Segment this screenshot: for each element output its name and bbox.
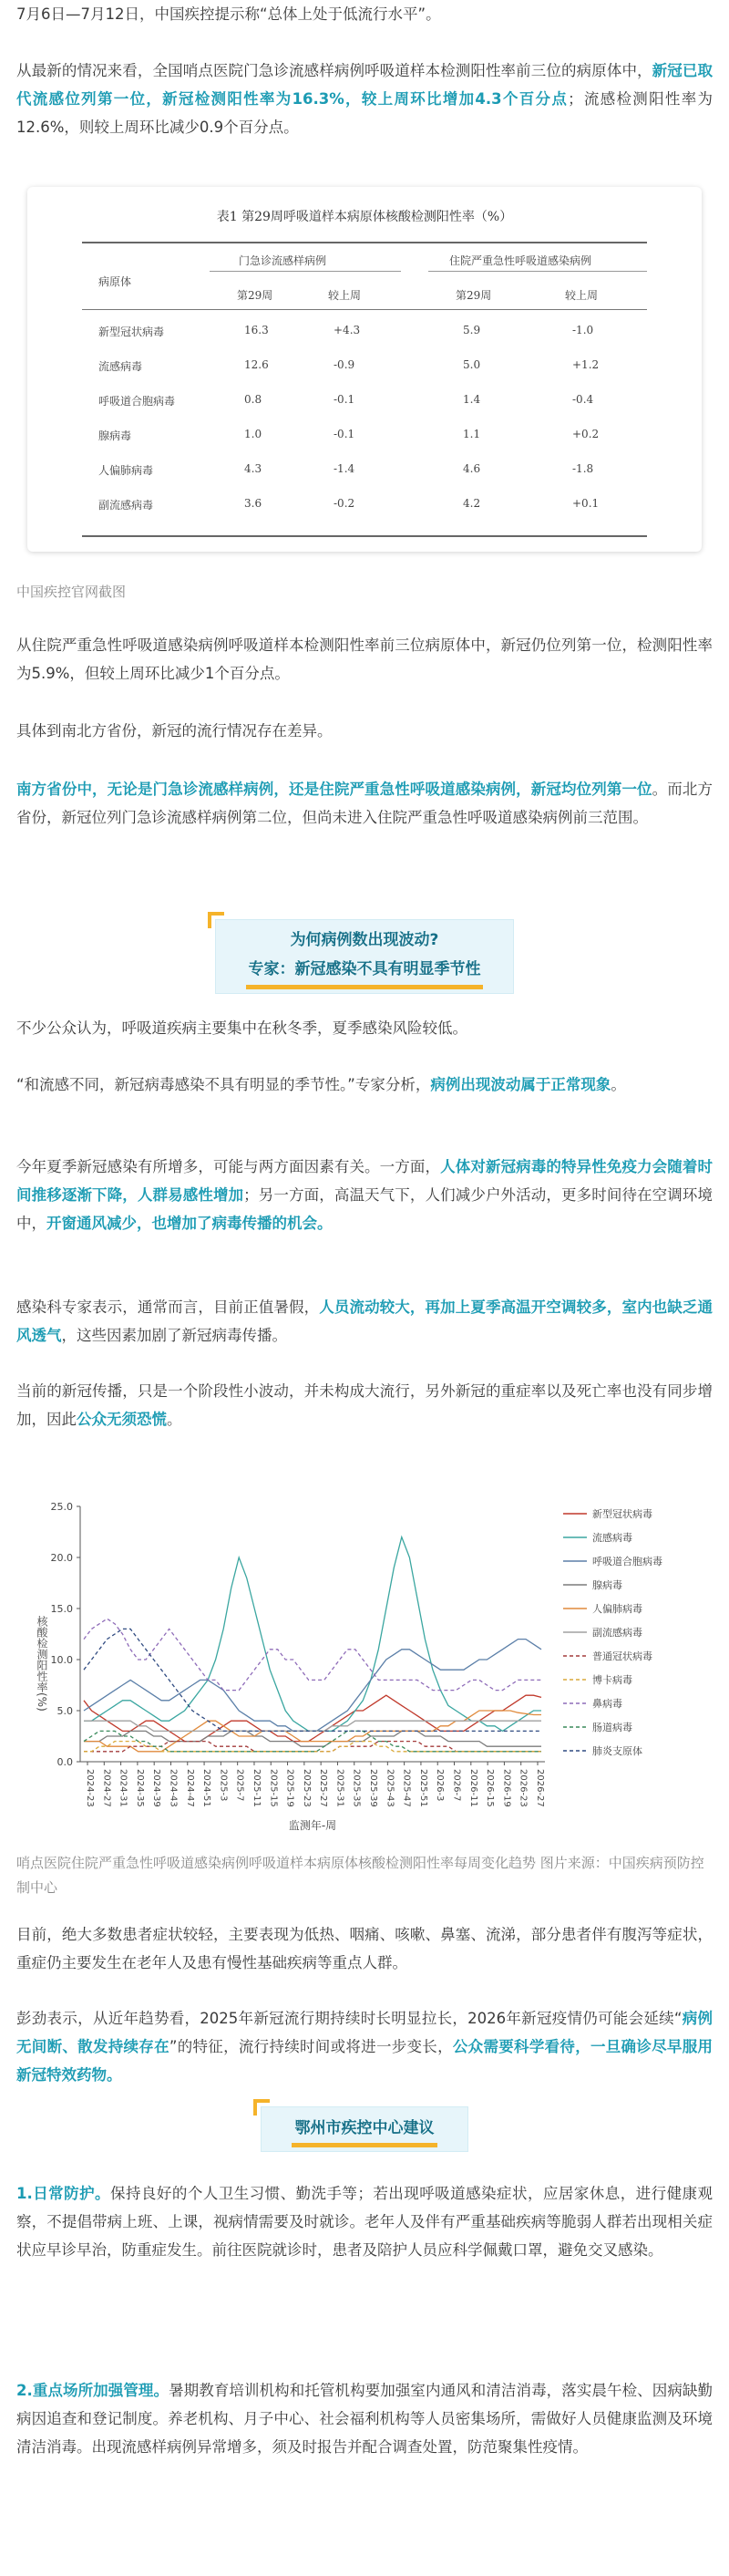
highlight-text: 2.重点场所加强管理。 xyxy=(16,2382,169,2399)
table-cell: 12.6 xyxy=(244,358,269,371)
table-cell: 1.4 xyxy=(463,393,481,406)
x-tick-label: 2024-23 xyxy=(85,1769,95,1807)
y-axis-label: 核酸检测阳性率(%) xyxy=(36,1616,48,1712)
table-cell: 4.2 xyxy=(463,497,481,510)
table-row-pathogen: 新型冠状病毒 xyxy=(98,326,165,338)
paragraph-5 xyxy=(16,1014,713,1042)
x-tick-label: 2025-19 xyxy=(284,1769,295,1807)
intro-paragraph: 7月6日—7月12日，中国疾控提示称“总体上处于低流行水平”。 xyxy=(16,5,441,23)
body-text: 具体到南北方省份，新冠的流行情况存在差异。 xyxy=(16,722,333,740)
legend-label: 普通冠状病毒 xyxy=(592,1650,652,1662)
paragraph-9 xyxy=(16,1377,713,1433)
table-cell: -0.4 xyxy=(572,393,594,406)
body-text: “和流感不同，新冠病毒感染不具有明显的季节性。”专家分析， xyxy=(16,1076,431,1093)
x-tick-label: 2025-47 xyxy=(401,1769,412,1807)
table-screenshot xyxy=(27,187,702,552)
heading-underline xyxy=(246,985,483,989)
paragraph-3 xyxy=(16,717,713,745)
sub-change-1: 较上周 xyxy=(328,289,362,302)
highlight-text: 1.日常防护。 xyxy=(16,2185,111,2202)
y-tick-label: 25.0 xyxy=(50,1501,73,1513)
body-text: 。 xyxy=(167,1411,182,1428)
sub-week-1: 第29周 xyxy=(237,289,273,302)
x-tick-label: 2025-15 xyxy=(268,1769,279,1807)
x-tick-label: 2025-3 xyxy=(218,1769,229,1802)
body-text: 保持良好的个人卫生习惯、勤洗手等；若出现呼吸道感染症状，应居家休息，进行健康观察，不提倡带病上班、上课，视病情需要及时就诊。老年人及伴有严重基础疾病等脆弱人群若出现相关症状应早诊早治，防重症发生。前往医院就诊时，患者及陪护人员应科学佩戴口罩，避免交叉感染。 xyxy=(16,2185,714,2259)
caption-table: 中国疾控官网截图 xyxy=(16,584,127,600)
x-tick-label: 2024-43 xyxy=(168,1769,179,1807)
y-tick-label: 0.0 xyxy=(56,1756,73,1768)
trend-chart xyxy=(16,1488,713,1835)
body-text: ”的特征，流行持续时间或将进一步变长， xyxy=(169,2038,453,2055)
section-heading-1 xyxy=(208,912,521,1003)
legend-label: 腺病毒 xyxy=(592,1579,622,1591)
table-cell: -0.9 xyxy=(334,358,355,371)
highlight-text: 开窗通风减少，也增加了病毒传播的机会。 xyxy=(46,1215,333,1232)
x-tick-label: 2025-27 xyxy=(318,1769,329,1807)
table-row-pathogen: 流感病毒 xyxy=(98,360,143,373)
series-line xyxy=(84,1695,541,1741)
table-cell: -1.4 xyxy=(334,462,355,475)
header-group-outpatient: 门急诊流感样病例 xyxy=(239,254,327,267)
y-tick-label: 10.0 xyxy=(50,1654,73,1666)
table-cell: -0.1 xyxy=(334,428,355,440)
header-group-inpatient: 住院严重急性呼吸道感染病例 xyxy=(449,254,592,267)
legend-label: 肠道病毒 xyxy=(592,1722,632,1733)
x-tick-label: 2025-23 xyxy=(301,1769,312,1807)
table-row-pathogen: 人偏肺病毒 xyxy=(98,464,154,477)
paragraph-12 xyxy=(16,2179,713,2264)
x-tick-label: 2026-11 xyxy=(467,1769,478,1807)
paragraph-10 xyxy=(16,1920,713,1977)
group2-rule xyxy=(428,271,647,272)
series-line xyxy=(84,1721,541,1731)
x-tick-label: 2024-51 xyxy=(201,1769,212,1807)
table-cell: +0.2 xyxy=(572,428,600,440)
body-text: ，这些因素加剧了新冠病毒传播。 xyxy=(61,1327,287,1344)
trend-chart-svg xyxy=(16,1488,713,1835)
paragraph-11 xyxy=(16,2004,713,2089)
body-text: 暑期教育培训机构和托管机构要加强室内通风和清洁消毒，落实晨午检、因病缺勤病因追查和登记制度。养老机构、月子中心、社会福利机构等人员密集场所，需做好人员健康监测及环境清洁消毒。出现流感样病例异常增多，须及时报告并配合调查处置，防范聚集性疫情。 xyxy=(16,2382,714,2456)
heading-underline xyxy=(292,2143,437,2147)
x-tick-label: 2025-39 xyxy=(368,1769,379,1807)
paragraph-7 xyxy=(16,1153,713,1237)
x-tick-label: 2025-35 xyxy=(351,1769,362,1807)
body-text: 感染科专家表示，通常而言，目前正值暑假， xyxy=(16,1298,320,1316)
legend-label: 鼻病毒 xyxy=(592,1698,622,1710)
x-tick-label: 2024-47 xyxy=(184,1769,195,1807)
table-cell: -0.1 xyxy=(334,393,355,406)
x-tick-label: 2025-11 xyxy=(251,1769,262,1807)
highlight-text: 南方省份中，无论是门急诊流感样病例，还是住院严重急性呼吸道感染病例，新冠均位列第一位 xyxy=(16,781,652,798)
body-text: 从住院严重急性呼吸道感染病例呼吸道样本检测阳性率前三位病原体中，新冠仍位列第一位，检测阳性率为5.9%，但较上周环比减少1个百分点。 xyxy=(16,636,713,682)
highlight-text: 病例出现波动属于正常现象 xyxy=(430,1076,611,1093)
body-text: 。 xyxy=(611,1076,626,1093)
x-tick-label: 2026-19 xyxy=(501,1769,512,1807)
paragraph-1 xyxy=(16,57,713,141)
paragraph-13 xyxy=(16,2376,713,2461)
table-cell: 4.3 xyxy=(244,462,262,475)
section-2-title: 鄂州市疾控中心建议 xyxy=(294,2119,435,2137)
x-tick-label: 2025-31 xyxy=(334,1769,345,1807)
table-cell: 0.8 xyxy=(244,393,262,406)
highlight-text: 病例无间断、散发持续存在 xyxy=(16,2010,713,2055)
series-line xyxy=(84,1619,541,1690)
header-pathogen: 病原体 xyxy=(98,275,132,288)
table-cell: -1.0 xyxy=(572,324,594,336)
paragraph-2 xyxy=(16,631,713,688)
x-tick-label: 2024-31 xyxy=(118,1769,128,1807)
series-line xyxy=(84,1640,541,1732)
sub-change-2: 较上周 xyxy=(565,289,599,302)
table-cell: 1.1 xyxy=(463,428,481,440)
table-header-rule xyxy=(82,309,647,310)
body-text: 不少公众认为，呼吸道疾病主要集中在秋冬季，夏季感染风险较低。 xyxy=(16,1019,467,1037)
x-tick-label: 2024-39 xyxy=(151,1769,162,1807)
table-row-pathogen: 呼吸道合胞病毒 xyxy=(98,395,176,408)
paragraph-8 xyxy=(16,1293,713,1350)
table-cell: 4.6 xyxy=(463,462,481,475)
x-axis-label: 监测年-周 xyxy=(288,1819,337,1832)
table-title: 表1 第29周呼吸道样本病原体核酸检测阳性率（%） xyxy=(216,210,513,224)
x-tick-label: 2025-43 xyxy=(385,1769,395,1807)
legend-label: 人偏肺病毒 xyxy=(592,1603,642,1615)
section-1-line-1: 为何病例数出现波动? xyxy=(290,931,439,949)
legend-label: 呼吸道合胞病毒 xyxy=(592,1556,662,1567)
body-text: ；另一方面，高温天气下，人们减少户外活动，更多时间待在空调环境中， xyxy=(16,1186,714,1232)
x-tick-label: 2026-15 xyxy=(485,1769,496,1807)
legend-label: 肺炎支原体 xyxy=(592,1745,642,1757)
body-text: 。而北方省份，新冠位列门急诊流感样病例第二位，但尚未进入住院严重急性呼吸道感染病例前三范围。 xyxy=(16,781,714,826)
highlight-text: 新冠已取代流感位列第一位，新冠检测阳性率为16.3%，较上周环比增加4.3个百分点 xyxy=(16,62,714,108)
table-cell: +1.2 xyxy=(572,358,600,371)
paragraph-6 xyxy=(16,1071,713,1099)
legend-label: 博卡病毒 xyxy=(592,1674,632,1686)
paragraph-4 xyxy=(16,775,713,832)
x-tick-label: 2026-7 xyxy=(451,1769,462,1802)
highlight-text: 公众无须恐慌 xyxy=(77,1411,167,1428)
x-tick-label: 2025-51 xyxy=(417,1769,428,1807)
highlight-text: 人员流动较大，再加上夏季高温开空调较多，室内也缺乏通风透气 xyxy=(16,1298,714,1344)
section-heading-2 xyxy=(253,2099,476,2157)
highlight-text: 人体对新冠病毒的特异性免疫力会随着时间推移逐渐下降，人群易感性增加 xyxy=(16,1158,714,1204)
series-line xyxy=(84,1537,541,1732)
legend-label: 流感病毒 xyxy=(592,1532,632,1544)
body-text: 今年夏季新冠感染有所增多，可能与两方面因素有关。一方面， xyxy=(16,1158,441,1175)
table-cell: 1.0 xyxy=(244,428,262,440)
body-text: ；流感检测阳性率为12.6%，则较上周环比减少0.9个百分点。 xyxy=(16,90,713,136)
legend-label: 副流感病毒 xyxy=(592,1627,642,1639)
x-tick-label: 2025-7 xyxy=(234,1769,245,1802)
body-text: 目前，绝大多数患者症状较轻，主要表现为低热、咽痛、咳嗽、鼻塞、流涕，部分患者伴有腹泻等症状，重症仍主要发生在老年人及患有慢性基础疾病等重点人群。 xyxy=(16,1926,713,1971)
section-1-line-2: 专家：新冠感染不具有明显季节性 xyxy=(248,960,481,978)
group1-rule xyxy=(210,271,401,272)
x-tick-label: 2026-27 xyxy=(535,1769,545,1807)
y-tick-label: 5.0 xyxy=(56,1705,73,1717)
table-cell: -0.2 xyxy=(334,497,355,510)
table-cell: 3.6 xyxy=(244,497,262,510)
table-bottom-rule xyxy=(82,535,647,537)
x-tick-label: 2024-35 xyxy=(134,1769,145,1807)
highlight-text: 公众需要科学看待，一旦确诊尽早服用新冠特效药物。 xyxy=(16,2038,713,2084)
table-cell: 16.3 xyxy=(244,324,269,336)
table-cell: +0.1 xyxy=(572,497,600,510)
sub-week-2: 第29周 xyxy=(456,289,492,302)
body-text: 从最新的情况来看，全国哨点医院门急诊流感样病例呼吸道样本检测阳性率前三位的病原体中， xyxy=(16,62,652,79)
x-tick-label: 2024-27 xyxy=(101,1769,112,1807)
table-cell: +4.3 xyxy=(334,324,361,336)
table-row-pathogen: 副流感病毒 xyxy=(98,499,154,512)
caption-chart: 哨点医院住院严重急性呼吸道感染病例呼吸道样本病原体核酸检测阳性率每周变化趋势 图片来源：中国疾病预防控制中心 xyxy=(16,1855,704,1896)
table-cell: -1.8 xyxy=(572,462,594,475)
table-cell: 5.0 xyxy=(463,358,481,371)
legend-label: 新型冠状病毒 xyxy=(592,1508,652,1520)
body-text: 当前的新冠传播，只是一个阶段性小波动，并未构成大流行，另外新冠的重症率以及死亡率也没有同步增加，因此 xyxy=(16,1382,713,1428)
x-tick-label: 2026-23 xyxy=(518,1769,529,1807)
table-cell: 5.9 xyxy=(463,324,481,336)
table-top-rule xyxy=(82,242,647,243)
y-tick-label: 20.0 xyxy=(50,1552,73,1564)
table-row-pathogen: 腺病毒 xyxy=(98,429,132,442)
body-text: 彭劲表示，从近年趋势看，2025年新冠流行期持续时长明显拉长，2026年新冠疫情仍可能会延续“ xyxy=(16,2010,683,2027)
y-tick-label: 15.0 xyxy=(50,1603,73,1615)
x-tick-label: 2026-3 xyxy=(435,1769,446,1802)
